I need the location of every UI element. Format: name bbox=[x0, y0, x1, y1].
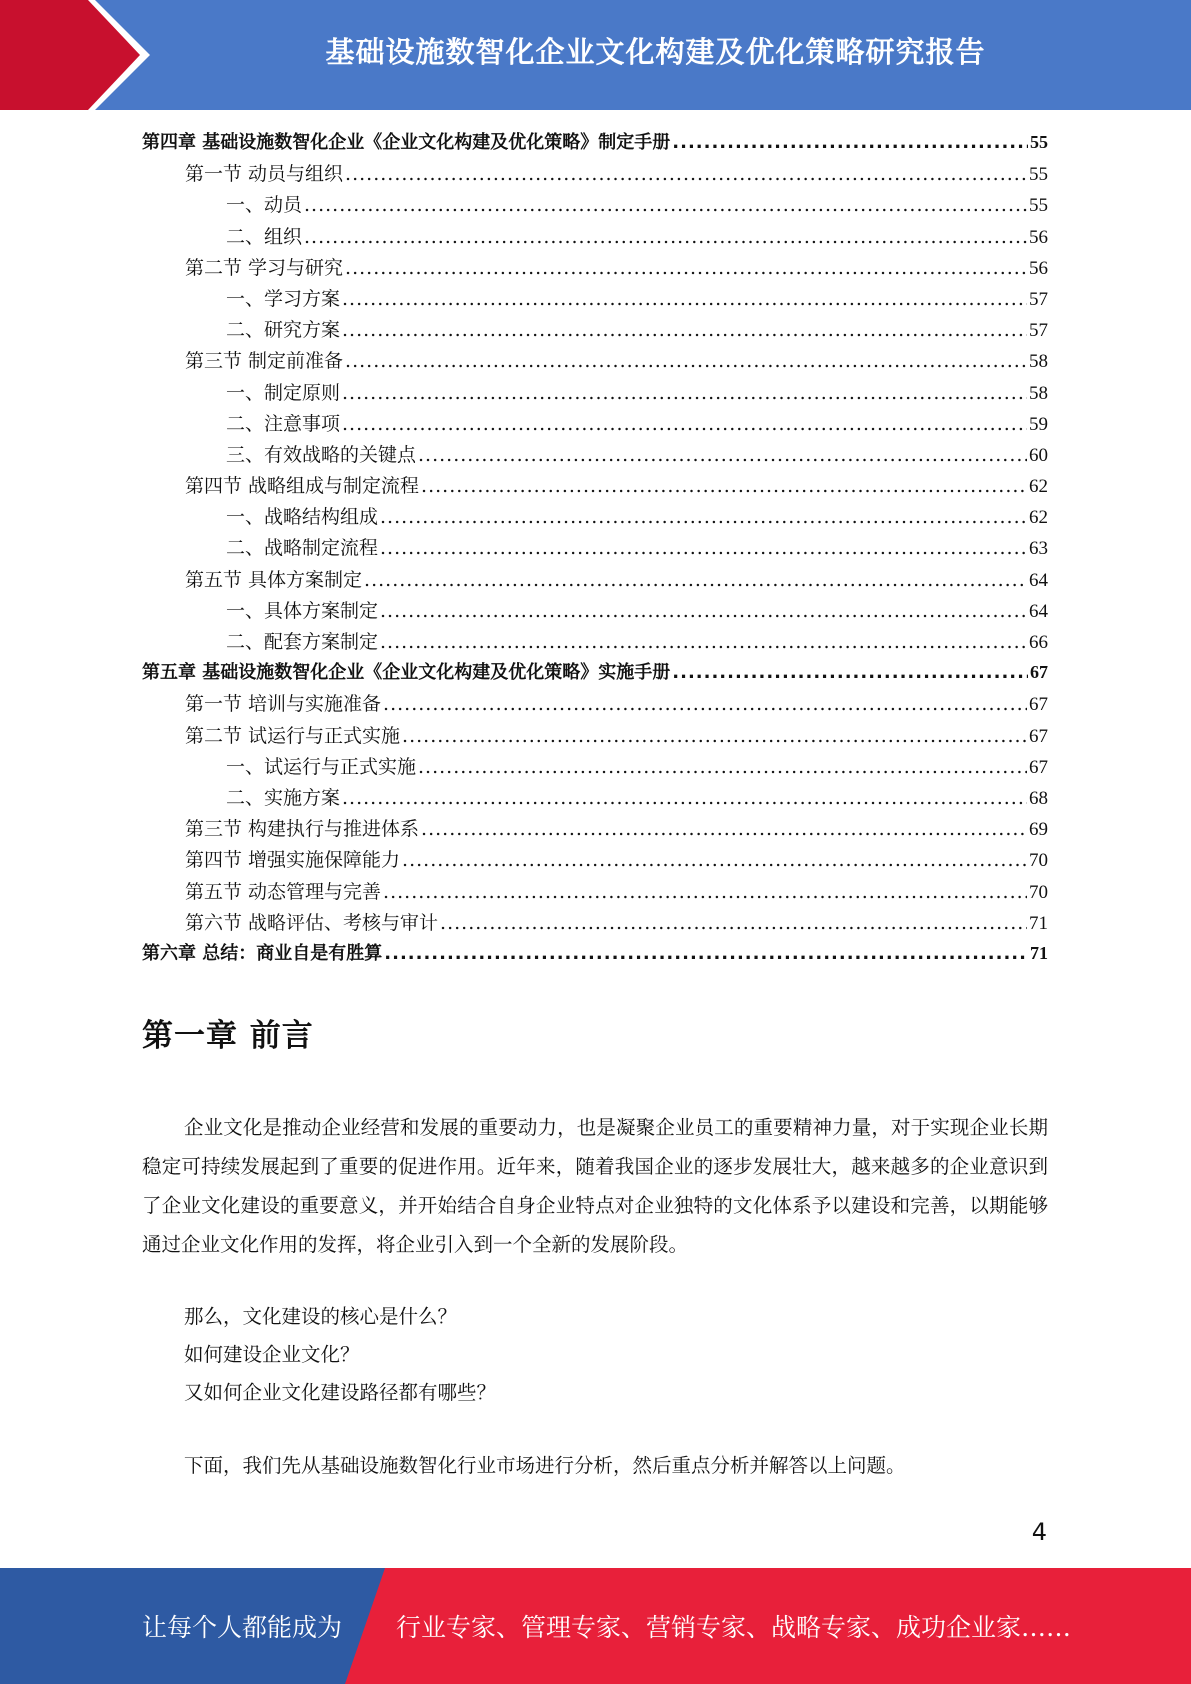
toc-entry[interactable] bbox=[142, 877, 1048, 908]
toc-entry[interactable] bbox=[142, 845, 1048, 876]
toc-entry-page: 67 bbox=[1029, 725, 1048, 747]
toc-entry-page: 71 bbox=[1030, 942, 1048, 963]
toc-leader-dots bbox=[672, 662, 1028, 683]
toc-entry-label: 第一节 培训与实施准备 bbox=[185, 693, 382, 716]
toc-leader-dots bbox=[364, 569, 1027, 591]
toc-entry[interactable] bbox=[142, 315, 1048, 346]
toc-entry-page: 55 bbox=[1030, 132, 1048, 152]
footer-slogan-left: 让每个人都能成为 bbox=[142, 1613, 343, 1642]
toc-entry-label: 第三节 构建执行与推进体系 bbox=[185, 818, 420, 841]
toc-entry-page: 64 bbox=[1029, 569, 1048, 591]
toc-entry-label: 二、研究方案 bbox=[226, 319, 341, 342]
toc-entry-label: 二、战略制定流程 bbox=[226, 537, 379, 560]
toc-entry-page: 62 bbox=[1029, 476, 1048, 498]
question-item: 如何建设企业文化？ bbox=[184, 1343, 360, 1366]
toc-entry-page: 60 bbox=[1029, 444, 1048, 466]
toc-leader-dots bbox=[418, 756, 1027, 778]
toc-leader-dots bbox=[342, 787, 1027, 809]
toc-entry-label: 第五章 基础设施数智化企业《企业文化构建及优化策略》实施手册 bbox=[142, 662, 671, 684]
toc-entry-label: 第三节 制定前准备 bbox=[185, 350, 344, 373]
toc-entry-label: 第六章 总结：商业自是有胜算 bbox=[142, 942, 383, 964]
toc-entry-label: 第四章 基础设施数智化企业《企业文化构建及优化策略》制定手册 bbox=[142, 132, 671, 153]
toc-leader-dots bbox=[383, 693, 1027, 715]
toc-entry-label: 第二节 试运行与正式实施 bbox=[185, 724, 401, 747]
toc-leader-dots bbox=[342, 319, 1027, 341]
toc-leader-dots bbox=[380, 506, 1027, 528]
toc-entry-label: 一、学习方案 bbox=[226, 287, 341, 310]
closing-paragraph: 下面，我们先从基础设施数智化行业市场进行分析，然后重点分析并解答以上问题。 bbox=[184, 1454, 906, 1477]
toc-leader-dots bbox=[421, 475, 1027, 497]
toc-entry-label: 一、具体方案制定 bbox=[226, 599, 379, 622]
page-header bbox=[0, 0, 1191, 110]
toc-leader-dots bbox=[304, 226, 1027, 248]
toc-entry-page: 57 bbox=[1029, 320, 1048, 342]
toc-entry[interactable] bbox=[142, 440, 1048, 471]
toc-entry[interactable] bbox=[142, 253, 1048, 284]
toc-entry-page: 67 bbox=[1029, 694, 1048, 716]
toc-entry-page: 56 bbox=[1029, 226, 1048, 248]
toc-entry-page: 68 bbox=[1029, 787, 1048, 809]
intro-paragraph: 企业文化是推动企业经营和发展的重要动力，也是凝聚企业员工的重要精神力量，对于实现企业长期稳定可持续发展起到了重要的促进作用。近年来，随着我国企业的逐步发展壮大，越来越多的企业意识到了企业文化建设的重要意义，并开始结合自身企业特点对企业独特的文化体系予以建设和完善，以期能够通过企业文化作用的发挥，将企业引入到一个全新的发展阶段。 bbox=[142, 1116, 1048, 1256]
toc-leader-dots bbox=[380, 631, 1027, 653]
toc-entry[interactable] bbox=[142, 689, 1048, 720]
toc-leader-dots bbox=[342, 382, 1027, 404]
toc-entry-label: 第一节 动员与组织 bbox=[185, 163, 344, 186]
toc-entry-label: 二、实施方案 bbox=[226, 786, 341, 809]
toc-entry-page: 70 bbox=[1029, 881, 1048, 903]
toc-entry-label: 第五节 具体方案制定 bbox=[185, 568, 363, 591]
report-title: 基础设施数智化企业文化构建及优化策略研究报告 bbox=[325, 34, 986, 69]
toc-leader-dots bbox=[342, 288, 1027, 310]
toc-entry[interactable] bbox=[142, 409, 1048, 440]
toc-entry[interactable] bbox=[142, 190, 1048, 221]
header-arrow-decoration bbox=[0, 0, 160, 110]
footer-slogan-right: 行业专家、管理专家、营销专家、战略专家、成功企业家…… bbox=[396, 1613, 1072, 1642]
toc-entry-label: 第六节 战略评估、考核与审计 bbox=[185, 911, 439, 934]
toc-entry[interactable] bbox=[142, 596, 1048, 627]
toc-entry[interactable] bbox=[142, 128, 1048, 159]
toc-entry[interactable] bbox=[142, 721, 1048, 752]
toc-entry[interactable] bbox=[142, 627, 1048, 658]
toc-entry-label: 二、注意事项 bbox=[226, 412, 341, 435]
page-footer bbox=[0, 1568, 1191, 1684]
toc-entry-label: 一、制定原则 bbox=[226, 381, 341, 404]
toc-entry-page: 55 bbox=[1029, 195, 1048, 217]
toc-entry-label: 第五节 动态管理与完善 bbox=[185, 880, 382, 903]
toc-entry-page: 59 bbox=[1029, 413, 1048, 435]
toc-entry[interactable] bbox=[142, 533, 1048, 564]
toc-leader-dots bbox=[440, 912, 1027, 934]
page-number: 4 bbox=[1031, 1518, 1047, 1546]
toc-entry-page: 63 bbox=[1029, 538, 1048, 560]
toc-entry[interactable] bbox=[142, 502, 1048, 533]
toc-entry[interactable] bbox=[142, 159, 1048, 190]
toc-entry-label: 第四节 战略组成与制定流程 bbox=[185, 475, 420, 498]
toc-entry-page: 58 bbox=[1029, 382, 1048, 404]
chapter-heading: 第一章 前言 bbox=[142, 1018, 314, 1054]
toc-leader-dots bbox=[402, 725, 1027, 747]
toc-entry[interactable] bbox=[142, 752, 1048, 783]
toc-entry-label: 一、战略结构组成 bbox=[226, 506, 379, 529]
toc-entry[interactable] bbox=[142, 222, 1048, 253]
question-list bbox=[184, 1298, 496, 1412]
toc-entry-label: 一、试运行与正式实施 bbox=[226, 755, 417, 778]
toc-leader-dots bbox=[384, 943, 1028, 964]
toc-entry[interactable] bbox=[142, 783, 1048, 814]
toc-entry-page: 64 bbox=[1029, 600, 1048, 622]
toc-leader-dots bbox=[418, 444, 1027, 466]
toc-entry-page: 67 bbox=[1029, 756, 1048, 778]
toc-leader-dots bbox=[345, 257, 1027, 279]
question-item: 又如何企业文化建设路径都有哪些？ bbox=[184, 1381, 497, 1404]
toc-leader-dots bbox=[380, 600, 1027, 622]
toc-entry[interactable] bbox=[142, 939, 1048, 970]
toc-entry[interactable] bbox=[142, 658, 1048, 689]
toc-entry-page: 57 bbox=[1029, 288, 1048, 310]
toc-entry-page: 70 bbox=[1029, 850, 1048, 872]
toc-entry[interactable] bbox=[142, 908, 1048, 939]
toc-entry[interactable] bbox=[142, 284, 1048, 315]
toc-entry-page: 58 bbox=[1029, 351, 1048, 373]
toc-entry-page: 56 bbox=[1029, 257, 1048, 279]
toc-entry[interactable] bbox=[142, 565, 1048, 596]
toc-entry-page: 66 bbox=[1029, 632, 1048, 653]
toc-entry[interactable] bbox=[142, 814, 1048, 845]
table-of-contents bbox=[142, 128, 1048, 970]
toc-entry-label: 二、配套方案制定 bbox=[226, 631, 379, 653]
toc-leader-dots bbox=[421, 818, 1027, 840]
toc-leader-dots bbox=[345, 350, 1027, 372]
toc-leader-dots bbox=[345, 163, 1027, 185]
toc-entry[interactable] bbox=[142, 471, 1048, 502]
question-item: 那么，文化建设的核心是什么？ bbox=[184, 1305, 458, 1328]
toc-entry-page: 69 bbox=[1029, 819, 1048, 841]
toc-entry-label: 三、有效战略的关键点 bbox=[226, 443, 417, 466]
toc-entry-label: 一、动员 bbox=[226, 194, 303, 217]
toc-entry-page: 67 bbox=[1030, 662, 1048, 683]
toc-entry-page: 71 bbox=[1029, 912, 1048, 934]
toc-entry-label: 第四节 增强实施保障能力 bbox=[185, 849, 401, 872]
toc-entry-label: 第二节 学习与研究 bbox=[185, 256, 344, 279]
toc-leader-dots bbox=[304, 194, 1027, 216]
toc-entry[interactable] bbox=[142, 378, 1048, 409]
toc-entry-label: 二、组织 bbox=[226, 225, 303, 248]
toc-leader-dots bbox=[380, 537, 1027, 559]
toc-leader-dots bbox=[402, 849, 1027, 871]
toc-leader-dots bbox=[672, 132, 1028, 153]
toc-entry-page: 55 bbox=[1029, 164, 1048, 186]
toc-entry-page: 62 bbox=[1029, 507, 1048, 529]
toc-leader-dots bbox=[342, 413, 1027, 435]
toc-leader-dots bbox=[383, 881, 1027, 903]
toc-entry[interactable] bbox=[142, 346, 1048, 377]
